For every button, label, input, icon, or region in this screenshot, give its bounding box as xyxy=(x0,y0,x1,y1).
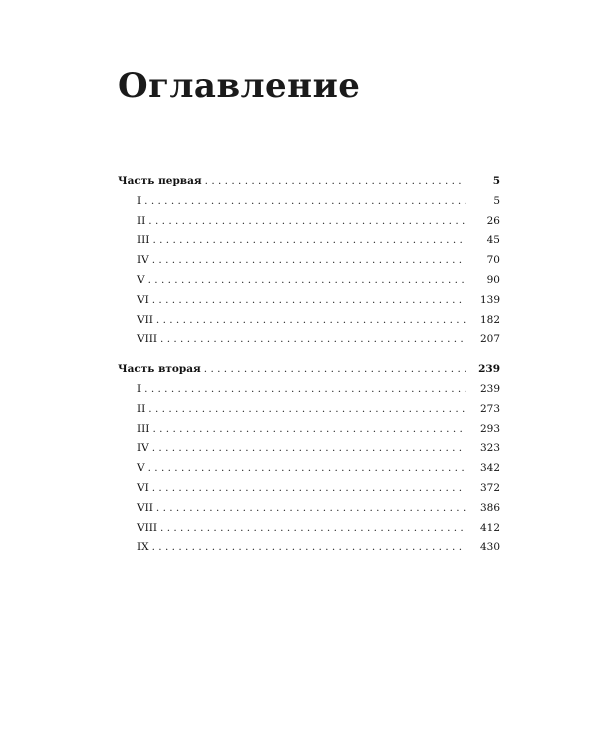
toc-chapter-label: VI xyxy=(137,481,149,494)
page-title: Оглавление xyxy=(118,66,361,106)
toc-chapter-label: IV xyxy=(137,442,149,455)
toc-page-number: 26 xyxy=(486,214,500,227)
dot-leader xyxy=(156,311,466,331)
toc-chapter-label: VI xyxy=(137,293,149,306)
dot-leader xyxy=(152,479,466,499)
toc-page-number: 139 xyxy=(479,293,500,306)
dot-leader xyxy=(144,380,466,400)
toc-page-number: 45 xyxy=(486,234,500,247)
dot-leader xyxy=(160,330,466,350)
dot-leader xyxy=(148,271,466,291)
toc-part-2 xyxy=(118,360,500,558)
toc-chapter-label: III xyxy=(137,422,150,435)
toc-chapter-entry[interactable] xyxy=(118,380,500,400)
dot-leader xyxy=(152,439,466,459)
dot-leader xyxy=(205,172,466,192)
toc-chapter-entry[interactable] xyxy=(118,251,500,271)
toc-chapter-entry[interactable] xyxy=(118,212,500,232)
toc-chapter-label: II xyxy=(137,214,146,227)
toc-chapter-entry[interactable] xyxy=(118,420,500,440)
toc-page-number: 90 xyxy=(486,273,500,286)
toc-chapter-label: V xyxy=(137,462,145,475)
toc-chapter-entry[interactable] xyxy=(118,459,500,479)
dot-leader xyxy=(152,231,466,251)
table-of-contents xyxy=(118,172,500,568)
toc-chapter-entry[interactable] xyxy=(118,479,500,499)
toc-chapter-label: II xyxy=(137,402,146,415)
toc-page-number: 293 xyxy=(479,422,500,435)
dot-leader xyxy=(160,519,466,539)
toc-chapter-label: VIII xyxy=(137,333,158,346)
toc-chapter-entry[interactable] xyxy=(118,192,500,212)
toc-page-number: 273 xyxy=(479,402,500,415)
toc-chapter-label: V xyxy=(137,273,145,286)
toc-chapter-label: I xyxy=(137,194,142,207)
toc-page-number: 182 xyxy=(479,313,500,326)
toc-page-number: 207 xyxy=(479,333,500,346)
dot-leader xyxy=(152,251,466,271)
toc-chapter-entry[interactable] xyxy=(118,519,500,539)
dot-leader xyxy=(152,420,466,440)
toc-page-number: 323 xyxy=(479,442,500,455)
toc-chapter-label: VIII xyxy=(137,521,158,534)
dot-leader xyxy=(152,291,466,311)
toc-page-number: 430 xyxy=(479,541,500,554)
dot-leader xyxy=(152,538,466,558)
toc-part-label: Часть вторая xyxy=(118,363,201,376)
toc-chapter-entry[interactable] xyxy=(118,231,500,251)
toc-part-heading[interactable] xyxy=(118,360,500,380)
toc-page-number: 239 xyxy=(478,363,500,376)
toc-page-number: 412 xyxy=(479,521,500,534)
toc-page-number: 239 xyxy=(479,382,500,395)
toc-chapter-entry[interactable] xyxy=(118,400,500,420)
toc-chapter-label: VII xyxy=(137,501,153,514)
dot-leader xyxy=(204,360,466,380)
dot-leader xyxy=(148,212,466,232)
toc-chapter-entry[interactable] xyxy=(118,291,500,311)
toc-chapter-label: IV xyxy=(137,254,149,267)
toc-page-number: 70 xyxy=(486,254,500,267)
toc-chapter-label: IX xyxy=(137,541,149,554)
toc-page-number: 5 xyxy=(492,175,500,187)
toc-page-number: 386 xyxy=(479,501,500,514)
toc-part-label: Часть первая xyxy=(118,175,202,187)
dot-leader xyxy=(144,192,466,212)
toc-chapter-entry[interactable] xyxy=(118,499,500,519)
toc-chapter-entry[interactable] xyxy=(118,330,500,350)
toc-page-number: 372 xyxy=(479,481,500,494)
dot-leader xyxy=(148,459,466,479)
toc-chapter-label: III xyxy=(137,234,150,247)
toc-chapter-entry[interactable] xyxy=(118,271,500,291)
toc-part-1 xyxy=(118,172,500,350)
toc-page-number: 342 xyxy=(479,462,500,475)
toc-chapter-label: VII xyxy=(137,313,153,326)
toc-chapter-entry[interactable] xyxy=(118,538,500,558)
toc-chapter-label: I xyxy=(137,382,142,395)
toc-chapter-entry[interactable] xyxy=(118,439,500,459)
toc-chapter-entry[interactable] xyxy=(118,311,500,331)
dot-leader xyxy=(148,400,466,420)
dot-leader xyxy=(156,499,466,519)
toc-part-heading[interactable] xyxy=(118,172,500,192)
toc-page-number: 5 xyxy=(493,194,500,207)
